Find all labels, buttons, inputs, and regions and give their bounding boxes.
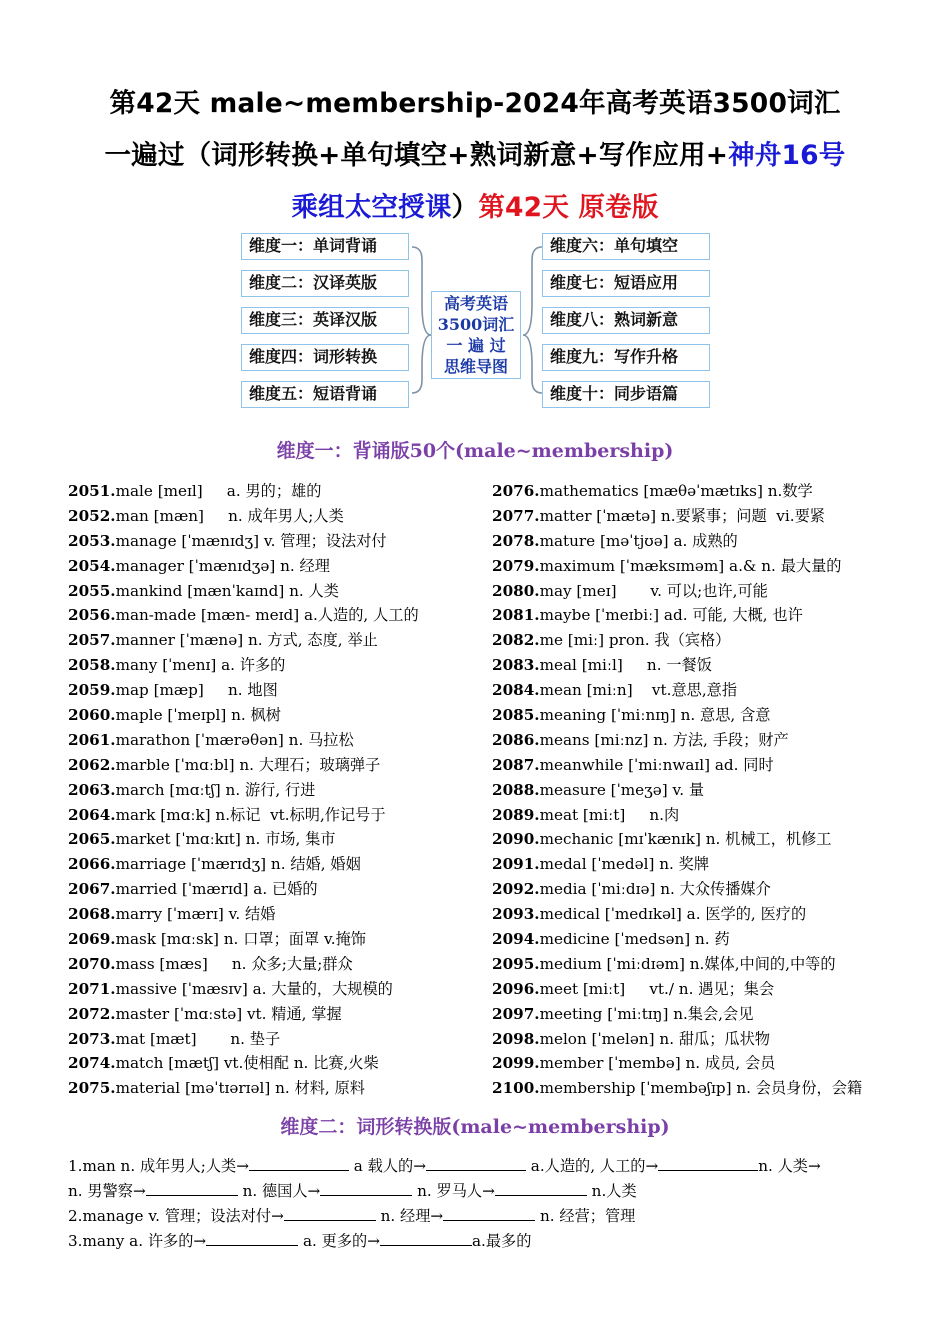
vocab-number: 2100. bbox=[492, 1079, 540, 1098]
answer-blank[interactable] bbox=[426, 1155, 526, 1171]
vocab-entry bbox=[68, 827, 492, 852]
vocab-text: medical [ˈmedɪkəl] a. 医学的, 医疗的 bbox=[539, 905, 807, 924]
vocab-entry bbox=[492, 778, 918, 803]
vocab-number: 2099. bbox=[492, 1054, 540, 1073]
mindmap-right-box: 维度九：写作升格 bbox=[542, 344, 710, 371]
vocab-number: 2087. bbox=[492, 755, 540, 774]
vocab-number: 2055. bbox=[68, 581, 116, 600]
vocab-text: material [məˈtɪərɪəl] n. 材料, 原料 bbox=[115, 1079, 365, 1098]
vocab-entry bbox=[68, 554, 492, 579]
vocab-text: man-made [mæn- meɪd] a.人造的, 人工的 bbox=[115, 606, 419, 625]
vocab-entry bbox=[68, 728, 492, 753]
forms-text: 1.man n. 成年男人;人类→ bbox=[68, 1157, 249, 1175]
vocab-text: mat [mæt] n. 垫子 bbox=[115, 1029, 281, 1048]
mindmap-right-box: 维度六：单句填空 bbox=[542, 233, 710, 260]
vocab-text: melon [ˈmelən] n. 甜瓜；瓜状物 bbox=[539, 1029, 770, 1048]
vocab-entry bbox=[492, 1002, 918, 1027]
vocab-text: measure [ˈmeʒə] v. 量 bbox=[539, 780, 705, 799]
vocab-entry bbox=[492, 753, 918, 778]
vocab-number: 2085. bbox=[492, 706, 540, 725]
vocab-entry bbox=[68, 628, 492, 653]
vocab-entry bbox=[492, 603, 918, 628]
vocab-entry bbox=[68, 579, 492, 604]
vocab-number: 2063. bbox=[68, 780, 116, 799]
vocab-entry bbox=[68, 479, 492, 504]
vocab-entry bbox=[492, 678, 918, 703]
vocab-entry bbox=[68, 603, 492, 628]
vocab-number: 2056. bbox=[68, 606, 116, 625]
vocab-text: medal [ˈmedəl] n. 奖牌 bbox=[539, 855, 710, 874]
vocab-number: 2058. bbox=[68, 656, 116, 675]
vocab-entry bbox=[68, 753, 492, 778]
vocab-text: manner [ˈmænə] n. 方式, 态度, 举止 bbox=[115, 631, 378, 650]
forms-text: 3.many a. 许多的→ bbox=[68, 1232, 207, 1250]
vocab-text: map [mæp] n. 地图 bbox=[115, 681, 278, 700]
vocab-entry bbox=[492, 579, 918, 604]
vocab-entry bbox=[68, 977, 492, 1002]
answer-blank[interactable] bbox=[658, 1155, 758, 1171]
title-line-2-text: 一遍过（词形转换+单句填空+熟词新意+写作应用+ bbox=[104, 140, 729, 171]
vocab-entry bbox=[492, 479, 918, 504]
vocab-text: medium [ˈmiːdɪəm] n.媒体,中间的,中等的 bbox=[539, 954, 836, 973]
vocab-text: media [ˈmiːdɪə] n. 大众传播媒介 bbox=[539, 880, 771, 899]
vocab-entry bbox=[492, 554, 918, 579]
vocab-entry bbox=[492, 952, 918, 977]
vocab-entry bbox=[492, 927, 918, 952]
vocab-text: means [miːnz] n. 方法, 手段；财产 bbox=[539, 730, 789, 749]
forms-text: n. 德国人→ bbox=[242, 1182, 321, 1200]
vocab-text: master [ˈmɑːstə] vt. 精通, 掌握 bbox=[115, 1004, 342, 1023]
vocab-entry bbox=[68, 504, 492, 529]
vocab-entry bbox=[492, 1051, 918, 1076]
vocab-entry bbox=[492, 1027, 918, 1052]
vocab-number: 2079. bbox=[492, 556, 540, 575]
vocab-entry bbox=[492, 703, 918, 728]
vocab-number: 2064. bbox=[68, 805, 116, 824]
vocab-entry bbox=[68, 877, 492, 902]
vocab-text: mask [mɑːsk] n. 口罩；面罩 v.掩饰 bbox=[115, 930, 366, 949]
vocab-number: 2075. bbox=[68, 1079, 116, 1098]
vocab-number: 2067. bbox=[68, 880, 116, 899]
vocab-number: 2095. bbox=[492, 954, 540, 973]
vocab-number: 2078. bbox=[492, 531, 540, 550]
vocab-number: 2092. bbox=[492, 880, 540, 899]
vocab-text: meeting [ˈmiːtɪŋ] n.集会,会见 bbox=[539, 1004, 754, 1023]
vocab-text: match [mætʃ] vt.使相配 n. 比赛,火柴 bbox=[115, 1054, 379, 1073]
vocab-number: 2076. bbox=[492, 482, 540, 500]
mindmap-right-box: 维度七：短语应用 bbox=[542, 270, 710, 297]
vocab-text: medicine [ˈmedsən] n. 药 bbox=[539, 930, 730, 949]
mindmap-right-box: 维度八：熟词新意 bbox=[542, 307, 710, 334]
vocab-number: 2098. bbox=[492, 1029, 540, 1048]
vocab-entry bbox=[68, 1027, 492, 1052]
vocab-text: marathon [ˈmærəθən] n. 马拉松 bbox=[115, 730, 354, 749]
vocab-entry bbox=[68, 529, 492, 554]
vocab-number: 2059. bbox=[68, 681, 116, 700]
forms-text: a 载人的→ bbox=[353, 1157, 426, 1175]
title-line-2 bbox=[40, 130, 910, 182]
vocab-text: meat [miːt] n.肉 bbox=[539, 805, 680, 824]
forms-text: 2.manage v. 管理；设法对付→ bbox=[68, 1207, 284, 1225]
vocab-entry bbox=[68, 952, 492, 977]
vocab-text: marry [ˈmærɪ] v. 结婚 bbox=[115, 905, 276, 924]
vocab-text: male [meɪl] a. 男的；雄的 bbox=[115, 482, 322, 500]
mindmap-right-box: 维度十：同步语篇 bbox=[542, 381, 710, 408]
document-title bbox=[40, 78, 910, 234]
answer-blank[interactable] bbox=[380, 1230, 472, 1246]
vocab-number: 2074. bbox=[68, 1054, 116, 1073]
vocab-number: 2094. bbox=[492, 930, 540, 949]
title-line-3-red: 第42天 原卷版 bbox=[478, 192, 659, 223]
vocab-text: me [miː] pron. 我（宾格） bbox=[539, 631, 731, 650]
vocab-text: member [ˈmembə] n. 成员, 会员 bbox=[539, 1054, 776, 1073]
vocab-text: marriage [ˈmærɪdʒ] n. 结婚, 婚姻 bbox=[115, 855, 361, 874]
vocab-entry bbox=[68, 1002, 492, 1027]
vocab-entry bbox=[492, 803, 918, 828]
vocab-entry bbox=[68, 1051, 492, 1076]
vocab-text: mature [məˈtjʊə] a. 成熟的 bbox=[539, 531, 738, 550]
vocab-number: 2053. bbox=[68, 531, 116, 550]
vocab-number: 2077. bbox=[492, 506, 540, 525]
vocab-number: 2073. bbox=[68, 1029, 116, 1048]
forms-line-2 bbox=[68, 1179, 898, 1204]
forms-text: a. 更多的→ bbox=[302, 1232, 380, 1250]
title-line-3-text: ） bbox=[451, 192, 479, 223]
answer-blank[interactable] bbox=[146, 1180, 238, 1196]
vocab-number: 2090. bbox=[492, 830, 540, 849]
vocab-entry bbox=[68, 927, 492, 952]
vocab-number: 2084. bbox=[492, 681, 540, 700]
forms-text: n.人类 bbox=[586, 1182, 637, 1200]
mindmap-center bbox=[431, 291, 521, 379]
vocab-entry bbox=[68, 653, 492, 678]
forms-line-4 bbox=[68, 1229, 898, 1254]
forms-text: n. 罗马人→ bbox=[417, 1182, 495, 1200]
right-brace bbox=[520, 240, 544, 400]
vocab-text: mathematics [mæθəˈmætɪks] n.数学 bbox=[539, 482, 813, 500]
vocab-number: 2071. bbox=[68, 979, 116, 998]
vocab-entry bbox=[492, 977, 918, 1002]
answer-blank[interactable] bbox=[284, 1205, 376, 1221]
mindmap-left-box: 维度四：词形转换 bbox=[241, 344, 409, 371]
vocab-number: 2091. bbox=[492, 855, 540, 874]
vocab-text: membership [ˈmembəʃɪp] n. 会员身份，会籍 bbox=[539, 1079, 863, 1098]
vocab-number: 2051. bbox=[68, 482, 116, 500]
vocab-text: meal [miːl] n. 一餐饭 bbox=[539, 656, 712, 675]
vocab-entry bbox=[492, 529, 918, 554]
forms-text: a.最多的 bbox=[471, 1232, 532, 1250]
forms-line-1 bbox=[68, 1154, 898, 1179]
vocab-text: married [ˈmærɪd] a. 已婚的 bbox=[115, 880, 318, 899]
vocab-text: maximum [ˈmæksɪməm] a.& n. 最大量的 bbox=[539, 556, 842, 575]
vocab-text: man [mæn] n. 成年男人;人类 bbox=[115, 506, 344, 525]
mindmap-center-line: 高考英语 bbox=[443, 294, 508, 313]
vocab-entry bbox=[492, 504, 918, 529]
forms-text: n. 经营；管理 bbox=[535, 1207, 636, 1225]
vocab-entry bbox=[492, 653, 918, 678]
vocab-entry bbox=[68, 778, 492, 803]
mindmap-left-box: 维度二：汉译英版 bbox=[241, 270, 409, 297]
vocab-text: market [ˈmɑːkɪt] n. 市场, 集市 bbox=[115, 830, 336, 849]
title-line-3-blue: 乘组太空授课 bbox=[291, 192, 452, 223]
vocab-entry bbox=[492, 852, 918, 877]
vocab-number: 2065. bbox=[68, 830, 116, 849]
answer-blank[interactable] bbox=[495, 1180, 587, 1196]
mindmap-left-box: 维度三：英译汉版 bbox=[241, 307, 409, 334]
vocab-text: mean [miːn] vt.意思,意指 bbox=[539, 681, 738, 700]
vocab-number: 2060. bbox=[68, 706, 116, 725]
vocab-text: meanwhile [ˈmiːnwaɪl] ad. 同时 bbox=[539, 755, 774, 774]
vocab-number: 2070. bbox=[68, 954, 116, 973]
vocab-number: 2088. bbox=[492, 780, 540, 799]
answer-blank[interactable] bbox=[320, 1180, 412, 1196]
vocab-text: meaning [ˈmiːnɪŋ] n. 意思, 含意 bbox=[539, 706, 771, 725]
vocab-entry bbox=[492, 628, 918, 653]
vocab-entry bbox=[492, 728, 918, 753]
vocab-number: 2069. bbox=[68, 930, 116, 949]
vocab-entry bbox=[492, 902, 918, 927]
vocab-number: 2097. bbox=[492, 1004, 540, 1023]
vocab-number: 2096. bbox=[492, 979, 540, 998]
vocab-text: mankind [mænˈkaɪnd] n. 人类 bbox=[115, 581, 339, 600]
vocab-entry bbox=[492, 827, 918, 852]
vocab-entry bbox=[68, 678, 492, 703]
vocab-text: many [ˈmenɪ] a. 许多的 bbox=[115, 656, 286, 675]
section-heading-1: 维度一：背诵版50个(male~membership) bbox=[276, 440, 674, 462]
forms-text: n. 经理→ bbox=[380, 1207, 444, 1225]
vocab-number: 2093. bbox=[492, 905, 540, 924]
vocab-number: 2052. bbox=[68, 506, 116, 525]
word-forms bbox=[68, 1154, 898, 1254]
vocab-text: maybe [ˈmeɪbiː] ad. 可能, 大概, 也许 bbox=[539, 606, 803, 625]
vocab-number: 2066. bbox=[68, 855, 116, 874]
answer-blank[interactable] bbox=[206, 1230, 298, 1246]
vocab-number: 2082. bbox=[492, 631, 540, 650]
forms-text: n. 人类→ bbox=[758, 1157, 821, 1175]
mindmap-center-line: 3500词汇 bbox=[437, 315, 515, 334]
vocab-entry bbox=[68, 902, 492, 927]
mindmap-left-box: 维度一：单词背诵 bbox=[241, 233, 409, 260]
vocab-text: march [mɑːtʃ] n. 游行, 行进 bbox=[115, 780, 316, 799]
forms-text: a.人造的, 人工的→ bbox=[530, 1157, 659, 1175]
vocab-number: 2062. bbox=[68, 755, 116, 774]
vocab-text: massive [ˈmæsɪv] a. 大量的，大规模的 bbox=[115, 979, 393, 998]
vocab-list bbox=[68, 479, 918, 1101]
vocab-number: 2081. bbox=[492, 606, 540, 625]
mindmap-left-box: 维度五：短语背诵 bbox=[241, 381, 409, 408]
mindmap-center-line: 思维导图 bbox=[443, 357, 508, 376]
vocab-number: 2072. bbox=[68, 1004, 116, 1023]
title-line-2-blue: 神舟16号 bbox=[728, 140, 846, 171]
vocab-entry bbox=[68, 803, 492, 828]
vocab-text: mechanic [mɪˈkænɪk] n. 机械工，机修工 bbox=[539, 830, 832, 849]
vocab-text: matter [ˈmætə] n.要紧事；问题 vi.要紧 bbox=[539, 506, 825, 525]
vocab-text: meet [miːt] vt./ n. 遇见；集会 bbox=[539, 979, 775, 998]
vocab-entry bbox=[68, 703, 492, 728]
vocab-number: 2068. bbox=[68, 905, 116, 924]
section-heading-2: 维度二：词形转换版(male~membership) bbox=[280, 1116, 670, 1138]
vocab-entry bbox=[68, 852, 492, 877]
vocab-text: mark [mɑːk] n.标记 vt.标明,作记号于 bbox=[115, 805, 386, 824]
vocab-number: 2083. bbox=[492, 656, 540, 675]
title-line-3 bbox=[40, 182, 910, 234]
forms-line-3 bbox=[68, 1204, 898, 1229]
answer-blank[interactable] bbox=[443, 1205, 535, 1221]
vocab-text: manage [ˈmænɪdʒ] v. 管理；设法对付 bbox=[115, 531, 387, 550]
vocab-text: maple [ˈmeɪpl] n. 枫树 bbox=[115, 706, 281, 725]
title-line-1: 第42天 male~membership-2024年高考英语3500词汇 bbox=[109, 88, 841, 119]
forms-text: n. 男警察→ bbox=[68, 1182, 146, 1200]
vocab-number: 2089. bbox=[492, 805, 540, 824]
vocab-number: 2086. bbox=[492, 730, 540, 749]
vocab-number: 2061. bbox=[68, 730, 116, 749]
vocab-number: 2054. bbox=[68, 556, 116, 575]
answer-blank[interactable] bbox=[249, 1155, 349, 1171]
vocab-text: manager [ˈmænɪdʒə] n. 经理 bbox=[115, 556, 330, 575]
vocab-text: mass [mæs] n. 众多;大量;群众 bbox=[115, 954, 353, 973]
vocab-text: may [meɪ] v. 可以;也许,可能 bbox=[539, 581, 768, 600]
vocab-number: 2080. bbox=[492, 581, 540, 600]
vocab-text: marble [ˈmɑːbl] n. 大理石；玻璃弹子 bbox=[115, 755, 381, 774]
vocab-number: 2057. bbox=[68, 631, 116, 650]
vocab-entry bbox=[492, 1076, 918, 1101]
mindmap-center-line: 一 遍 过 bbox=[446, 336, 506, 355]
vocab-entry bbox=[492, 877, 918, 902]
vocab-entry bbox=[68, 1076, 492, 1101]
